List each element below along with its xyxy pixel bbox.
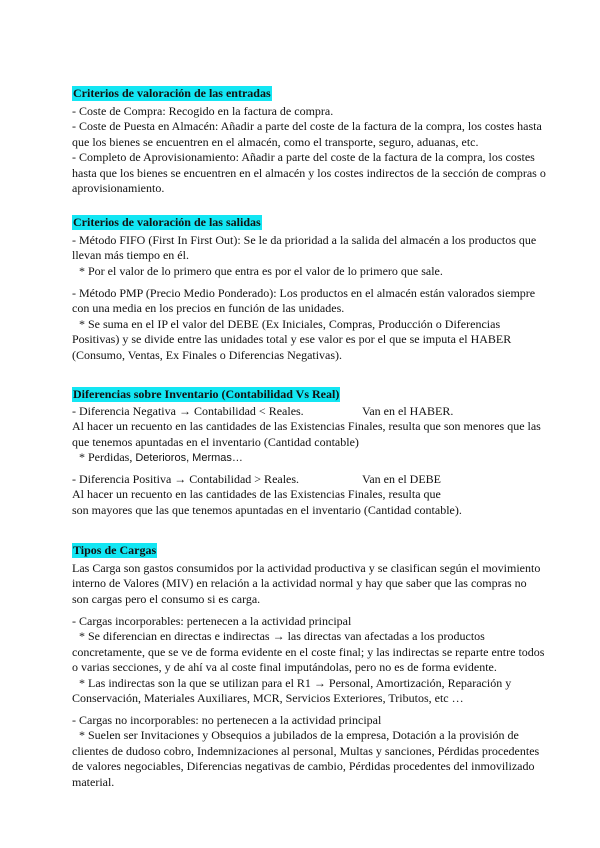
- note-incorporables-1: * Se diferencian en directas e indirectas → las directas van afectadas a los productos concretamente, que se ve de forma evidente en el coste final; y las indirectas se reparte entre todos o varias secciones, y de ahí va al coste final imputándolas, pero no es de forma evidente.: [72, 629, 545, 675]
- cargas-intro: [72, 561, 546, 607]
- note-fifo: * Por el valor de lo primero que entra es por el valor de lo primero que sale.: [79, 263, 443, 278]
- section-diferencias: [72, 387, 546, 402]
- dif-negativa-label: - Diferencia Negativa → Contabilidad < Reales.: [72, 404, 304, 418]
- paragraph-completo-aprov: - Completo de Aprovisionamiento: Añadir a parte del coste de la factura de la compra, los costes hasta que los bienes se encuentren en el almacén y los costes indirectos de la sección de compras o aprovisionamiento.: [72, 150, 546, 196]
- salidas-pmp: [72, 286, 546, 363]
- section-heading: Criterios de valoración de las salidas: [73, 215, 261, 229]
- paragraph-coste-compra: - Coste de Compra: Recogido en la factura de compra.: [72, 104, 334, 118]
- section-heading: Criterios de valoración de las entradas: [73, 86, 271, 100]
- paragraph-fifo: - Método FIFO (First In First Out): Se le da prioridad a la salida del almacén a los productos que llevan más tiempo en él.: [72, 233, 537, 263]
- paragraph-dif-positiva-1: Al hacer un recuento en las cantidades de las Existencias Finales, resulta que: [72, 487, 441, 502]
- cargas-incorporables: [72, 614, 546, 706]
- note-incorporables-2: * Las indirectas son la que se utilizan para el R1 → Personal, Amortización, Reparación y Conservación, Materiales Auxiliares, MCR, Servicios Exteriores, Tributos, etc …: [72, 675, 512, 706]
- section-cargas: [72, 543, 546, 558]
- paragraph-cargas-intro: Las Carga son gastos consumidos por la actividad productiva y se clasifican según el movimiento interno de Valores (MIV) en relación a la actividad normal y hay que saber que las compras no son cargas pero el consumo si es carga.: [72, 561, 541, 606]
- line-dif-positiva: [72, 472, 546, 487]
- section-entradas: [72, 86, 546, 101]
- section-heading: Diferencias sobre Inventario (Contabilidad Vs Real): [73, 387, 340, 401]
- diferencia-negativa: [72, 404, 546, 467]
- paragraph-dif-negativa: Al hacer un recuento en las cantidades de las Existencias Finales, resulta que son menores que las que tenemos apuntadas en el inventario (Cantidad contable): [72, 419, 541, 449]
- note-handwritten: Deterioros, Mermas…: [135, 452, 243, 465]
- dif-negativa-destino: Van en el HABER.: [362, 404, 454, 418]
- entradas-body: [72, 104, 546, 196]
- dif-positiva-destino: Van en el DEBE: [362, 472, 441, 486]
- line-dif-negativa: [72, 404, 546, 419]
- salidas-fifo: [72, 233, 546, 279]
- paragraph-incorporables: - Cargas incorporables: pertenecen a la actividad principal: [72, 614, 352, 628]
- note-prefix: * Perdidas,: [79, 450, 136, 465]
- dif-positiva-label: - Diferencia Positiva → Contabilidad > Reales.: [72, 472, 300, 486]
- paragraph-no-incorporables: - Cargas no incorporables: no pertenecen a la actividad principal: [72, 713, 382, 727]
- note-dif-negativa: [72, 450, 546, 466]
- paragraph-pmp: - Método PMP (Precio Medio Ponderado): Los productos en el almacén están valorados siempre con una media en los precios en función de las unidades.: [72, 286, 536, 316]
- paragraph-coste-puesta: - Coste de Puesta en Almacén: Añadir a parte del coste de la factura de la compra, los costes hasta que los bienes se encuentren en el almacén, como el transporte, seguro, aduanas, etc.: [72, 119, 542, 149]
- section-heading: Tipos de Cargas: [73, 543, 157, 557]
- paragraph-dif-positiva-2: son mayores que las que tenemos apuntadas en el inventario (Cantidad contable).: [72, 502, 462, 517]
- section-salidas: [72, 215, 546, 230]
- diferencia-positiva: [72, 472, 546, 518]
- cargas-no-incorporables: [72, 713, 546, 790]
- note-no-incorporables: * Suelen ser Invitaciones y Obsequios a jubilados de la empresa, Dotación a la provisión de clientes de dudoso cobro, Indemnizaciones al personal, Multas y sanciones, Pérdidas procedentes de valores negociables, Diferencias negativas de cambio, Pérdidas procedentes del inmovilizado material.: [72, 728, 540, 789]
- note-pmp: * Se suma en el IP el valor del DEBE (Ex Iniciales, Compras, Producción o Diferencias Positivas) y se divide entre las unidades total y ese valor es por el que se imputa el HABER (Consumo, Ventas, Ex Finales o Diferencias Negativas).: [72, 316, 512, 362]
